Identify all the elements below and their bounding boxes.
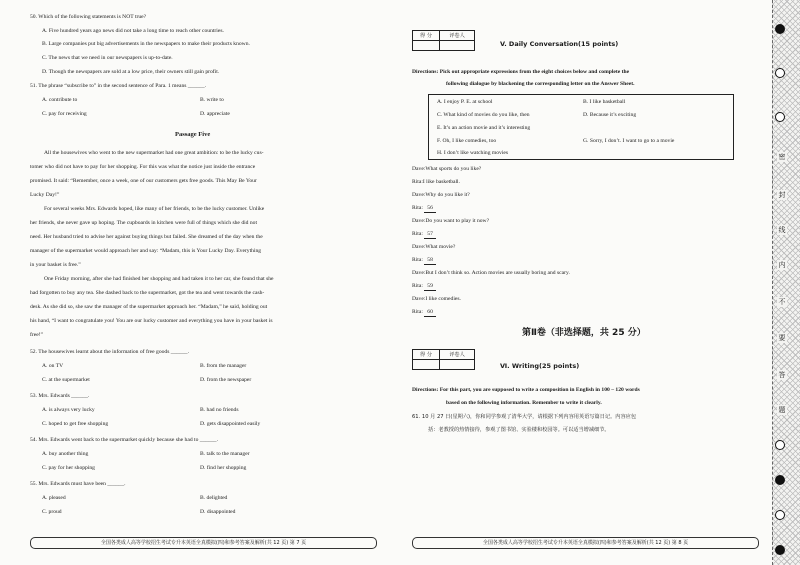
score-table	[412, 349, 475, 370]
answer-blank-58[interactable]: 58	[424, 257, 436, 265]
answer-blank-56[interactable]: 56	[424, 205, 436, 213]
binding-hole	[775, 112, 785, 122]
dialogue-line	[412, 231, 436, 239]
q50-option-b: B. Large companies put big advertisements in the newspapers to make their products known.	[42, 41, 250, 47]
section5-title: V. Daily Conversation(15 points)	[500, 40, 619, 48]
q52-option-a: A. on TV	[42, 363, 64, 369]
binding-label: 线	[778, 226, 786, 234]
speaker: Rita:	[412, 309, 423, 315]
q55-option-b: B. delighted	[200, 495, 228, 501]
q51-option-d: D. appreciate	[200, 111, 230, 117]
dialogue-line	[412, 179, 460, 186]
choice-h: H. I don’t like watching movies	[437, 150, 509, 156]
passage-line: in your basket is free.”	[30, 262, 81, 268]
choice-d: D. Because it’s exciting	[583, 112, 637, 118]
grader-label: 评卷人	[440, 31, 475, 41]
speaker: Dave:	[412, 270, 426, 276]
dialogue-line	[412, 270, 570, 277]
utterance: What sports do you like?	[425, 166, 482, 172]
choice-c: C. What kind of movies do you like, then	[437, 112, 530, 118]
section6-title: Ⅵ. Writing(25 points)	[500, 362, 580, 370]
dialogue-line	[412, 166, 481, 173]
left-page	[0, 0, 392, 565]
q51-option-c: C. pay for receiving	[42, 111, 87, 117]
choices-box	[428, 94, 734, 160]
passage-line: his hand, “I want to congratulate you! You are our lucky customer and everything you have in your basket is	[30, 318, 273, 324]
binding-hole	[775, 440, 785, 450]
speaker: Dave:	[412, 244, 426, 250]
score-cell	[413, 360, 440, 370]
passage-line: One Friday morning, after she had finished her shopping and had taken it to her car, she found that she	[44, 276, 274, 282]
dialogue-line	[412, 309, 436, 317]
page-footer-left: 全国各类成人高等学校招生考试专升本英语全真模拟(四)和参考答案及解析(共 12 页) 第 7 页	[30, 537, 377, 549]
choice-f: F. Oh, I like comedies, too	[437, 138, 497, 144]
q55-option-c: C. proud	[42, 509, 62, 515]
q53-option-a: A. is always very lucky	[42, 407, 95, 413]
speaker: Dave:	[412, 192, 426, 198]
binding-hole	[775, 475, 785, 485]
binding-label: 不	[778, 298, 786, 306]
grader-cell	[440, 360, 475, 370]
page-footer-right: 全国各类成人高等学校招生考试专升本英语全真模拟(四)和参考答案及解析(共 12 页) 第 8 页	[412, 537, 759, 549]
q51-stem: 51. The phrase “subscribe to” in the second sentence of Para. 1 means ______.	[30, 83, 207, 89]
binding-label: 封	[778, 191, 786, 199]
dialogue-line	[412, 205, 436, 213]
utterance: What movie?	[425, 244, 456, 250]
dialogue-line	[412, 244, 455, 251]
grader-label: 评卷人	[440, 350, 475, 360]
directions5-line: following dialogue by blackening the corresponding letter on the Answer Sheet.	[446, 81, 635, 87]
q52-stem: 52. The housewives learnt about the information of free goods ______.	[30, 349, 189, 355]
answer-blank-57[interactable]: 57	[424, 231, 436, 239]
binding-label: 要	[778, 334, 786, 342]
q52-option-d: D. from the newspaper	[200, 377, 252, 383]
binding-label: 内	[778, 261, 786, 269]
binding-hole	[775, 510, 785, 520]
utterance: I like comedies.	[425, 296, 461, 302]
speaker: Rita:	[412, 179, 423, 185]
q52-option-b: B. from the manager	[200, 363, 247, 369]
passage-line: had forgotten to buy any tea. She dashed back to the supermarket, got the tea and went towards the cash-	[30, 290, 265, 296]
q51-option-b: B. write to	[200, 97, 224, 103]
q55-stem: 55. Mrs. Edwards must have been ______.	[30, 481, 126, 487]
q52-option-c: C. at the supermarket	[42, 377, 90, 383]
binding-strip	[772, 0, 800, 565]
choice-a: A. I enjoy P. E. at school	[437, 99, 493, 105]
q55-option-a: A. pleased	[42, 495, 66, 501]
score-label: 得 分	[413, 31, 440, 41]
right-page	[404, 0, 770, 565]
q53-option-b: B. had no friends	[200, 407, 239, 413]
passage-line: need. Her husband tried to advise her against buying things but failed. She dreamed of the day when the	[30, 234, 263, 240]
speaker: Rita:	[412, 231, 423, 237]
passage-line: desk. As she did so, she saw the manager of the supermarket approach her. “Madam,” he said, holding out	[30, 304, 268, 310]
part2-title: 第Ⅱ卷（非选择题，共 25 分）	[522, 328, 646, 338]
answer-blank-60[interactable]: 60	[424, 309, 436, 317]
q54-option-b: B. talk to the manager	[200, 451, 250, 457]
passage-line: Lucky Day!”	[30, 192, 60, 198]
binding-hole	[775, 68, 785, 78]
binding-hole	[775, 24, 785, 34]
score-cell	[413, 41, 440, 51]
directions5-line: Directions: Pick out appropriate expressions from the eight choices below and complete the	[412, 69, 630, 75]
q53-option-c: C. hoped to get free shopping	[42, 421, 109, 427]
dialogue-line	[412, 257, 436, 265]
q54-option-d: D. find her shopping	[200, 465, 247, 471]
passage-line: manager of the supermarket would approach her and say: “Madam, this is Your Lucky Day. Everything	[30, 248, 262, 254]
q53-stem: 53. Mrs. Edwards ______.	[30, 393, 90, 399]
utterance: Do you want to play it now?	[425, 218, 490, 224]
score-label: 得 分	[413, 350, 440, 360]
q61-line: 61. 10 月 27 日(星期六)，你和同学参观了清华大学，请根据下列内容用英语写篇日记。内容应包	[412, 414, 637, 420]
grader-cell	[440, 41, 475, 51]
binding-label: 密	[778, 153, 786, 161]
speaker: Dave:	[412, 166, 426, 172]
choice-g: G. Sorry, I don’t. I want to go to a movie	[583, 138, 675, 144]
binding-label: 答	[778, 371, 786, 379]
utterance: But I don’t think so. Action movies are usually boring and scary.	[425, 270, 570, 276]
binding-hole	[775, 545, 785, 555]
directions6-line: based on the following information. Remember to write it clearly.	[446, 400, 602, 406]
passage-line: tomer who did not have to pay for her shopping. For this was what the notice just inside the entrance	[30, 164, 256, 170]
q54-option-c: C. pay for her shopping	[42, 465, 95, 471]
score-table	[412, 30, 475, 51]
dialogue-line	[412, 296, 461, 303]
q50-stem: 50. Which of the following statements is NOT true?	[30, 14, 147, 20]
passage-line: promised. It said: “Remember, once a week, one of our customers gets free goods. This May Be Your	[30, 178, 257, 184]
choice-b: B. I like basketball	[583, 99, 626, 105]
speaker: Rita:	[412, 257, 423, 263]
speaker: Rita:	[412, 283, 423, 289]
passage-line: free!”	[30, 332, 44, 338]
binding-label: 题	[778, 406, 786, 414]
dialogue-line	[412, 218, 489, 225]
q54-option-a: A. buy another thing	[42, 451, 89, 457]
choice-e: E. It’s an action movie and it’s interesting	[437, 125, 531, 131]
q61-line: 括：老教授的热情接待，参观了图书馆、实验楼和校园等。可以适当增减细节。	[428, 427, 610, 433]
speaker: Dave:	[412, 296, 426, 302]
passage-line: All the housewives who went to the new supermarket had one great ambition: to be the lucky cus-	[44, 150, 264, 156]
q53-option-d: D. gets disappointed easily	[200, 421, 261, 427]
speaker: Dave:	[412, 218, 426, 224]
answer-blank-59[interactable]: 59	[424, 283, 436, 291]
directions6-line: Directions: For this part, you are supposed to write a composition in English in 100 – 120 words	[412, 387, 640, 393]
q54-stem: 54. Mrs. Edwards went back to the supermarket quickly because she had to ______.	[30, 437, 218, 443]
dialogue-line	[412, 283, 436, 291]
passage-line: For several weeks Mrs. Edwards hoped, like many of her friends, to be the lucky customer. Unlike	[44, 206, 265, 212]
dialogue-line	[412, 192, 470, 199]
utterance: I like basketball.	[422, 179, 461, 185]
q50-option-c: C. The news that we need in our newspapers is up-to-date.	[42, 55, 173, 61]
passage-title: Passage Five	[175, 131, 211, 138]
q50-option-d: D. Though the newspapers are sold at a low price, their owners still gain profit.	[42, 69, 220, 75]
speaker: Rita:	[412, 205, 423, 211]
q55-option-d: D. disappointed	[200, 509, 236, 515]
passage-line: her friends, she never gave up hoping. The cupboards in kitchen were full of things which she did not	[30, 220, 258, 226]
q50-option-a: A. Five hundred years ago news did not take a long time to reach other countries.	[42, 28, 224, 34]
utterance: Why do you like it?	[425, 192, 470, 198]
q51-option-a: A. contribute to	[42, 97, 78, 103]
